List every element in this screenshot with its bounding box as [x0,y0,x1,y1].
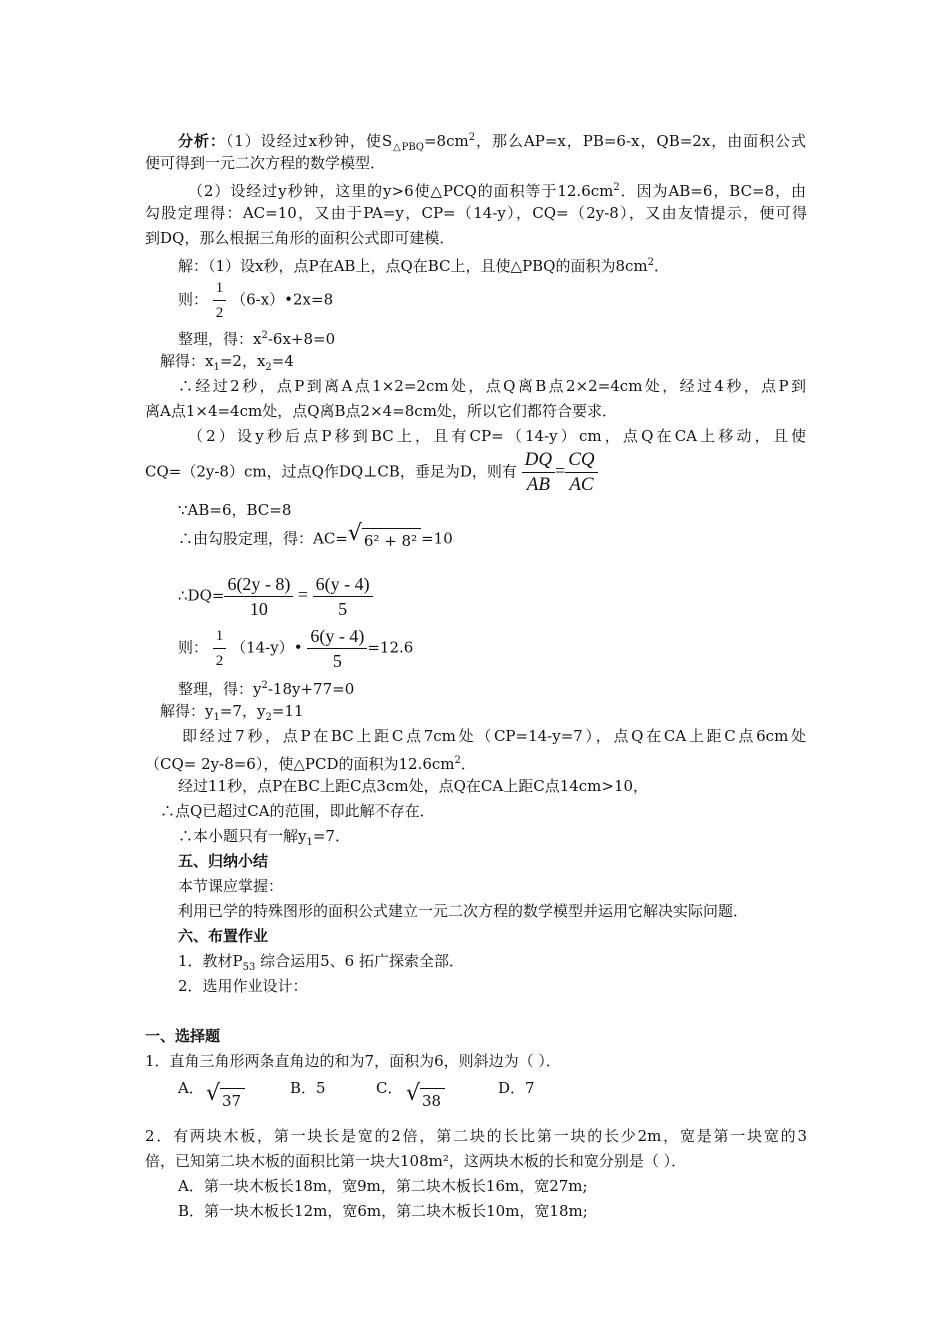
result-line-4: ∴点Q已超过CA的范围，即此解不存在． [160,802,435,820]
fraction-half: $\frac{1}{2}$ [213,276,227,325]
analysis-line-4: 勾股定理得：AC=10，又由于PA=y，CP=（14-y），CQ=（2y-8），又由友情提示，便可得 [145,204,807,222]
given-lengths: ∵AB=6，BC=8 [178,501,292,519]
exercises-heading: 一、选择题 [145,1027,221,1045]
question-2-option-b: B．第一块木板长12m，宽6m，第二块木板长10m，宽18m; [178,1202,588,1220]
option-a: A． [178,1079,204,1097]
result-line-5: ∴本小题只有一解$y_1=7$． [178,827,350,848]
part2-line-2: CQ=（2y-8）cm，过点Q作DQ⊥CB，垂足为D，则有 $\frac{DQ}{AB}$ = $\frac{CQ}{AC}$ [145,448,598,497]
option-b: B．5 [290,1079,326,1097]
analysis-line-1: 分析：（1）设经过x秒钟，使$S_{\triangle PBQ}=8cm^2$，那么AP=x，PB=6-x，QB=2x，由面积公式 [178,132,806,153]
homework-item-2: 2．选用作业设计： [178,977,308,995]
dq-formula: ∴DQ= $\frac{6(2y - 8)}{10}$ = $\frac{6(y - 4)}{5}$ [178,572,373,621]
sqrt-icon: √ 37 [206,1088,245,1111]
analysis-line-3: （2）设经过y秒钟，这里的y>6使△PCQ的面积等于$12.6cm^2$．因为AB=6，BC=8，由 [188,182,807,200]
analysis-line-5: 到DQ，那么根据三角形的面积公式即可建模． [145,229,455,247]
roots-1: 解得：$x_1=2$，$x_2=4$ [160,352,294,373]
analysis-line-2: 便可得到一元二次方程的数学模型． [145,154,386,172]
question-2-line-2: 倍，已知第二块木板的面积比第一块大108m²，这两块木板的长和宽分别是（ ）． [145,1152,687,1170]
roots-2: 解得：$y_1=7$，$y_2=11$ [160,702,304,723]
question-2-option-a: A．第一块木板长18m，宽9m，第二块木板长16m，宽27m; [178,1177,588,1195]
question-1: 1．直角三角形两条直角边的和为7，面积为6，则斜边为（ ）． [145,1052,561,1070]
result-line-1: 即经过7秒，点P在BC上距C点7cm处（CP=14-y=7），点Q在CA上距C点6cm处 [182,727,806,745]
simplify-2: 整理，得：$y^2-18y+77=0$ [178,680,355,698]
pythagoras-line: ∴由勾股定理，得：AC= √ 6² + 8² =10 [178,521,453,550]
homework-heading: 六、布置作业 [178,927,269,945]
result-line-2: （CQ= 2y-8=6），使△PCD的面积为$12.6cm^2$． [145,755,476,773]
sqrt-icon: √ 6² + 8² [348,528,421,551]
question-2-line-1: 2．有两块木板，第一块长是宽的2倍，第二块的长比第一块的长少2m，宽是第一块宽的3 [145,1127,807,1145]
part2-line-1: （2）设y秒后点P移到BC上，且有CP=（14-y）cm，点Q在CA上移动，且使 [188,427,806,445]
result-line-3: 经过11秒，点P在BC上距C点3cm处，点Q在CA上距C点14cm>10， [178,777,649,795]
equation-2: 则： $\frac{1}{2}$ （14-y）• $\frac{6(y - 4)}{5}$ =12.6 [178,626,414,671]
fraction-cq-ac: $\frac{CQ}{AC}$ [565,448,597,497]
homework-item-1: 1．教材$P_{53}$ 综合运用5、6 拓广探索全部． [178,952,464,973]
summary-line-2: 利用已学的特殊图形的面积公式建立一元二次方程的数学模型并运用它解决实际问题． [178,902,749,920]
fraction-dq-ab: $\frac{DQ}{AB}$ [522,448,555,497]
conclusion-1b: 离A点1×4=4cm处，点Q离B点2×4=8cm处，所以它们都符合要求． [145,402,617,420]
solution-line-1: 解：（1）设x秒，点P在AB上，点Q在BC上，且使△PBQ的面积为$8cm^2$． [178,257,670,275]
option-d: D．7 [498,1079,535,1097]
summary-line-1: 本节课应掌握： [178,877,284,895]
simplify-1: 整理，得：$x^2-6x+8=0$ [178,330,336,348]
conclusion-1a: ∴经过2秒，点P到离A点1×2=2cm处，点Q离B点2×2=4cm处，经过4秒，点P到 [178,377,806,395]
option-c: C． [376,1079,403,1097]
sqrt-icon: √ 38 [406,1088,445,1111]
summary-heading: 五、归纳小结 [178,852,269,870]
analysis-label: 分析： [178,132,226,150]
equation-1: 则： $\frac{1}{2}$ （6-x）•2x=8 [178,276,333,325]
